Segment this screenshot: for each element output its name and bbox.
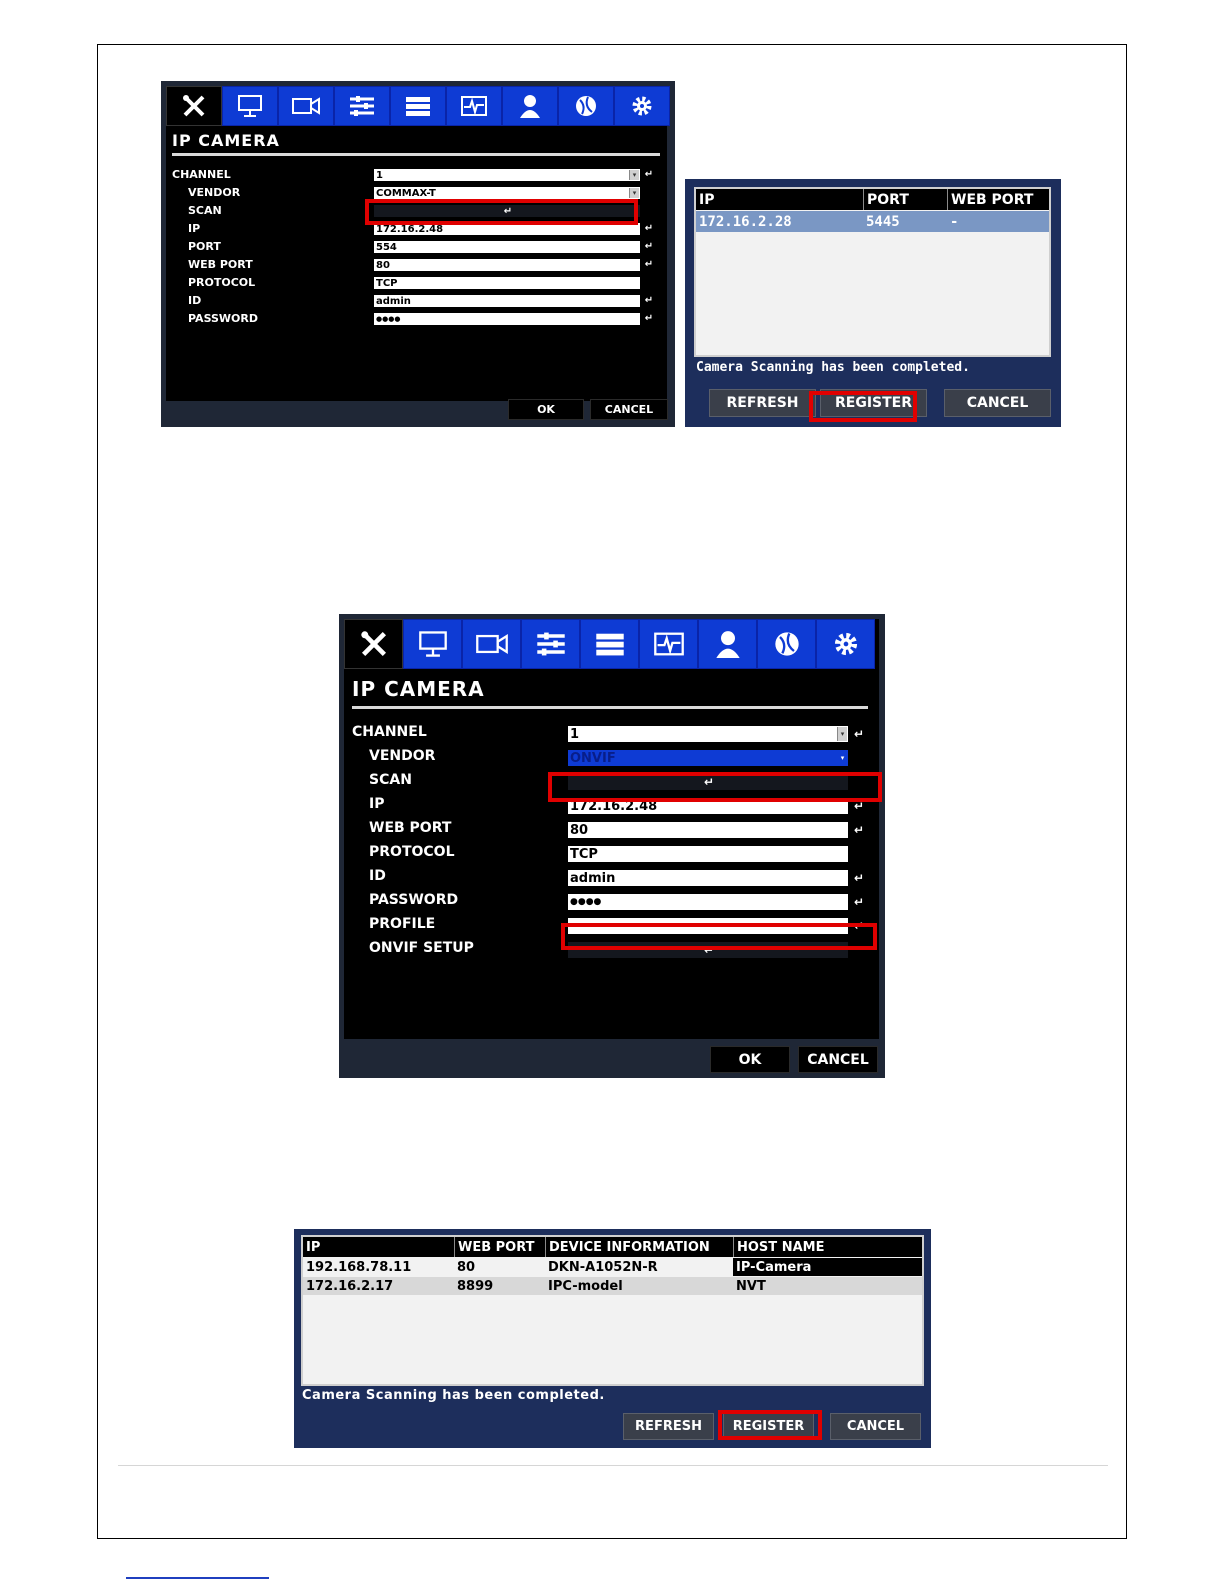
table-header	[696, 189, 1049, 210]
settings-gear-icon[interactable]	[816, 619, 875, 669]
register-button[interactable]: REGISTER	[723, 1413, 814, 1440]
ok-button[interactable]: OK	[710, 1046, 790, 1073]
cell-web-port: 8899	[457, 1278, 494, 1294]
refresh-button[interactable]: REFRESH	[623, 1413, 714, 1440]
password-value: ●●●●	[570, 897, 602, 907]
label-port: PORT	[188, 240, 221, 253]
camera-icon[interactable]	[462, 619, 521, 669]
web-port-field[interactable]	[374, 259, 640, 271]
scan-result-list	[694, 187, 1051, 357]
enter-icon[interactable]: ↵	[644, 312, 654, 324]
password-field[interactable]	[374, 313, 640, 325]
chevron-down-icon: ▾	[837, 727, 847, 741]
enter-icon[interactable]: ↵	[853, 895, 865, 909]
scan-enter-glyph: ↵	[503, 205, 513, 217]
ip-camera-panel-commax	[161, 81, 675, 427]
enter-icon[interactable]: ↵	[853, 871, 865, 885]
ip-camera-panel-onvif	[339, 614, 885, 1078]
footer-link-underline[interactable]	[126, 1577, 269, 1579]
port-field[interactable]	[374, 241, 640, 253]
record-settings-icon[interactable]	[521, 619, 580, 669]
event-icon[interactable]	[639, 619, 698, 669]
web-port-value: 80	[376, 259, 390, 271]
column-web-port: WEB PORT	[947, 189, 1049, 210]
table-row[interactable]	[696, 211, 1049, 232]
vendor-select[interactable]	[568, 750, 848, 766]
footer-divider	[118, 1465, 1108, 1466]
id-field[interactable]	[374, 295, 640, 307]
title-divider	[352, 706, 868, 709]
monitor-icon[interactable]	[403, 619, 462, 669]
enter-icon[interactable]: ↵	[853, 799, 865, 813]
label-password: PASSWORD	[369, 892, 459, 908]
cancel-button[interactable]: CANCEL	[944, 389, 1051, 417]
scan-button[interactable]	[568, 774, 848, 790]
chevron-down-icon: ▾	[837, 751, 847, 765]
enter-icon[interactable]: ↵	[853, 823, 865, 837]
protocol-value: TCP	[570, 846, 598, 862]
label-scan: SCAN	[369, 772, 412, 788]
page-title: IP CAMERA	[172, 131, 280, 150]
scan-result-dialog-2	[294, 1229, 931, 1448]
table-row[interactable]	[303, 1258, 922, 1276]
user-icon[interactable]	[698, 619, 757, 669]
channel-value: 1	[570, 726, 580, 742]
label-web-port: WEB PORT	[369, 820, 452, 836]
label-ip: IP	[188, 222, 201, 235]
cancel-button[interactable]: CANCEL	[590, 399, 668, 420]
ip-value: 172.16.2.48	[376, 223, 444, 235]
profile-field[interactable]	[568, 918, 848, 934]
cell-ip: 172.16.2.28	[699, 213, 792, 230]
scan-result-dialog-1	[685, 179, 1061, 427]
column-port: PORT	[863, 189, 947, 210]
menu-toolbar	[166, 86, 670, 126]
tools-icon[interactable]	[344, 619, 403, 669]
network-icon[interactable]	[558, 86, 614, 126]
storage-icon[interactable]	[580, 619, 639, 669]
cell-host: NVT	[736, 1278, 766, 1294]
network-icon[interactable]	[757, 619, 816, 669]
cell-port: 5445	[866, 213, 900, 230]
protocol-field[interactable]	[568, 846, 848, 862]
title-divider	[172, 153, 660, 156]
cancel-button[interactable]: CANCEL	[798, 1046, 878, 1073]
cell-host: IP-Camera	[733, 1258, 922, 1276]
cell-ip: 192.168.78.11	[306, 1259, 412, 1275]
cell-ip: 172.16.2.17	[306, 1278, 394, 1294]
camera-icon[interactable]	[278, 86, 334, 126]
enter-icon[interactable]: ↵	[644, 240, 654, 252]
column-ip: IP	[306, 1239, 321, 1255]
tools-icon[interactable]	[166, 86, 222, 126]
event-icon[interactable]	[446, 86, 502, 126]
menu-toolbar	[344, 619, 875, 669]
vendor-value: COMMAX-T	[376, 187, 436, 199]
status-message: Camera Scanning has been completed.	[696, 360, 970, 375]
channel-select[interactable]	[568, 726, 848, 742]
monitor-icon[interactable]	[222, 86, 278, 126]
ip-field[interactable]	[374, 223, 640, 235]
protocol-value: TCP	[376, 277, 398, 289]
enter-icon[interactable]: ↵	[644, 222, 654, 234]
enter-icon[interactable]: ↵	[644, 258, 654, 270]
table-header	[303, 1237, 922, 1257]
chevron-down-icon: ▾	[629, 170, 639, 180]
column-host-name: HOST NAME	[733, 1237, 922, 1257]
label-protocol: PROTOCOL	[188, 276, 256, 289]
cell-web-port: -	[950, 213, 959, 230]
enter-icon[interactable]: ↵	[853, 727, 865, 741]
column-device-information: DEVICE INFORMATION	[545, 1237, 733, 1257]
label-vendor: VENDOR	[369, 748, 436, 764]
web-port-field[interactable]	[568, 822, 848, 838]
label-password: PASSWORD	[188, 312, 259, 325]
label-channel: CHANNEL	[352, 724, 427, 740]
cell-web-port: 80	[457, 1259, 476, 1275]
onvif-setup-enter-glyph: ↵	[703, 943, 715, 957]
refresh-button[interactable]: REFRESH	[709, 389, 816, 417]
channel-value: 1	[376, 169, 383, 181]
ip-field[interactable]	[568, 798, 848, 814]
column-web-port: WEB PORT	[454, 1237, 545, 1257]
column-ip: IP	[699, 191, 715, 208]
storage-icon[interactable]	[390, 86, 446, 126]
enter-icon[interactable]: ↵	[644, 294, 654, 306]
label-id: ID	[369, 868, 386, 884]
password-field[interactable]	[568, 894, 848, 910]
label-protocol: PROTOCOL	[369, 844, 455, 860]
cell-device: IPC-model	[548, 1278, 623, 1294]
label-onvif-setup: ONVIF SETUP	[369, 940, 474, 956]
onvif-setup-button[interactable]	[568, 942, 848, 958]
channel-select[interactable]	[374, 169, 640, 181]
label-scan: SCAN	[188, 204, 222, 217]
ip-value: 172.16.2.48	[570, 798, 658, 814]
label-id: ID	[188, 294, 202, 307]
scan-enter-glyph: ↵	[703, 775, 715, 789]
label-ip: IP	[369, 796, 385, 812]
table-row[interactable]	[303, 1277, 922, 1295]
user-icon[interactable]	[502, 86, 558, 126]
label-profile: PROFILE	[369, 916, 436, 932]
id-value: admin	[376, 295, 411, 307]
vendor-value: ONVIF	[570, 750, 616, 766]
label-channel: CHANNEL	[172, 168, 231, 181]
cell-device: DKN-A1052N-R	[548, 1259, 658, 1275]
enter-icon[interactable]: ↵	[644, 168, 654, 180]
port-value: 554	[376, 241, 397, 253]
vendor-select[interactable]	[374, 187, 640, 199]
scan-result-list	[301, 1235, 924, 1386]
chevron-down-icon: ▾	[629, 188, 639, 198]
record-settings-icon[interactable]	[334, 86, 390, 126]
enter-icon[interactable]: ↵	[853, 919, 865, 933]
status-message: Camera Scanning has been completed.	[302, 1388, 605, 1403]
id-field[interactable]	[568, 870, 848, 886]
register-button[interactable]: REGISTER	[820, 389, 927, 417]
password-value: ●●●●	[376, 315, 401, 323]
id-value: admin	[570, 870, 616, 886]
label-vendor: VENDOR	[188, 186, 241, 199]
settings-gear-icon[interactable]	[614, 86, 670, 126]
protocol-field[interactable]	[374, 277, 640, 289]
label-web-port: WEB PORT	[188, 258, 253, 271]
web-port-value: 80	[570, 822, 589, 838]
cancel-button[interactable]: CANCEL	[830, 1413, 921, 1440]
ok-button[interactable]: OK	[508, 399, 584, 420]
scan-button[interactable]	[374, 205, 640, 217]
page-title: IP CAMERA	[352, 677, 485, 701]
